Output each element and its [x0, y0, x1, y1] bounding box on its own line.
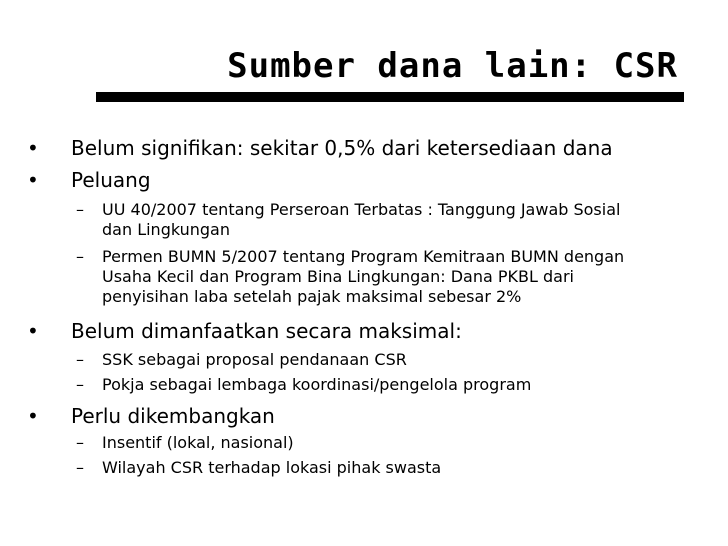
bullet-text: Peluang — [71, 168, 151, 192]
sub-bullet-marker: – — [76, 458, 84, 477]
sub-bullet-line: penyisihan laba setelah pajak maksimal sebesar 2% — [102, 287, 522, 306]
bullet-marker: • — [27, 404, 39, 428]
sub-bullet-line: Usaha Kecil dan Program Bina Lingkungan: Dana PKBL dari — [102, 267, 574, 286]
sub-bullet-line: UU 40/2007 tentang Perseroan Terbatas : Tanggung Jawab Sosial — [102, 200, 621, 219]
sub-bullet-text: Pokja sebagai lembaga koordinasi/pengelola program — [102, 375, 532, 394]
bullet-text: Belum signifikan: sekitar 0,5% dari ketersediaan dana — [71, 136, 613, 160]
sub-bullet-marker: – — [76, 350, 84, 369]
sub-bullet-text — [102, 247, 624, 307]
sub-bullet-line: Permen BUMN 5/2007 tentang Program Kemitraan BUMN dengan — [102, 247, 625, 266]
bullet-text: Belum dimanfaatkan secara maksimal: — [71, 319, 462, 343]
bullet-marker: • — [27, 136, 39, 160]
slide-title: Sumber dana lain: CSR — [227, 46, 678, 86]
sub-bullet-text: Insentif (lokal, nasional) — [102, 433, 294, 452]
sub-bullet-marker: – — [76, 375, 84, 394]
title-underline — [96, 92, 684, 102]
sub-bullet-marker: – — [76, 433, 84, 452]
sub-bullet-line: dan Lingkungan — [102, 220, 230, 239]
bullet-marker: • — [27, 319, 39, 343]
bullet-text: Perlu dikembangkan — [71, 404, 275, 428]
bullet-marker: • — [27, 168, 39, 192]
sub-bullet-text — [102, 200, 620, 240]
sub-bullet-text: SSK sebagai proposal pendanaan CSR — [102, 350, 407, 369]
sub-bullet-text: Wilayah CSR terhadap lokasi pihak swasta — [102, 458, 442, 477]
sub-bullet-marker: – — [76, 247, 84, 266]
sub-bullet-marker: – — [76, 200, 84, 219]
